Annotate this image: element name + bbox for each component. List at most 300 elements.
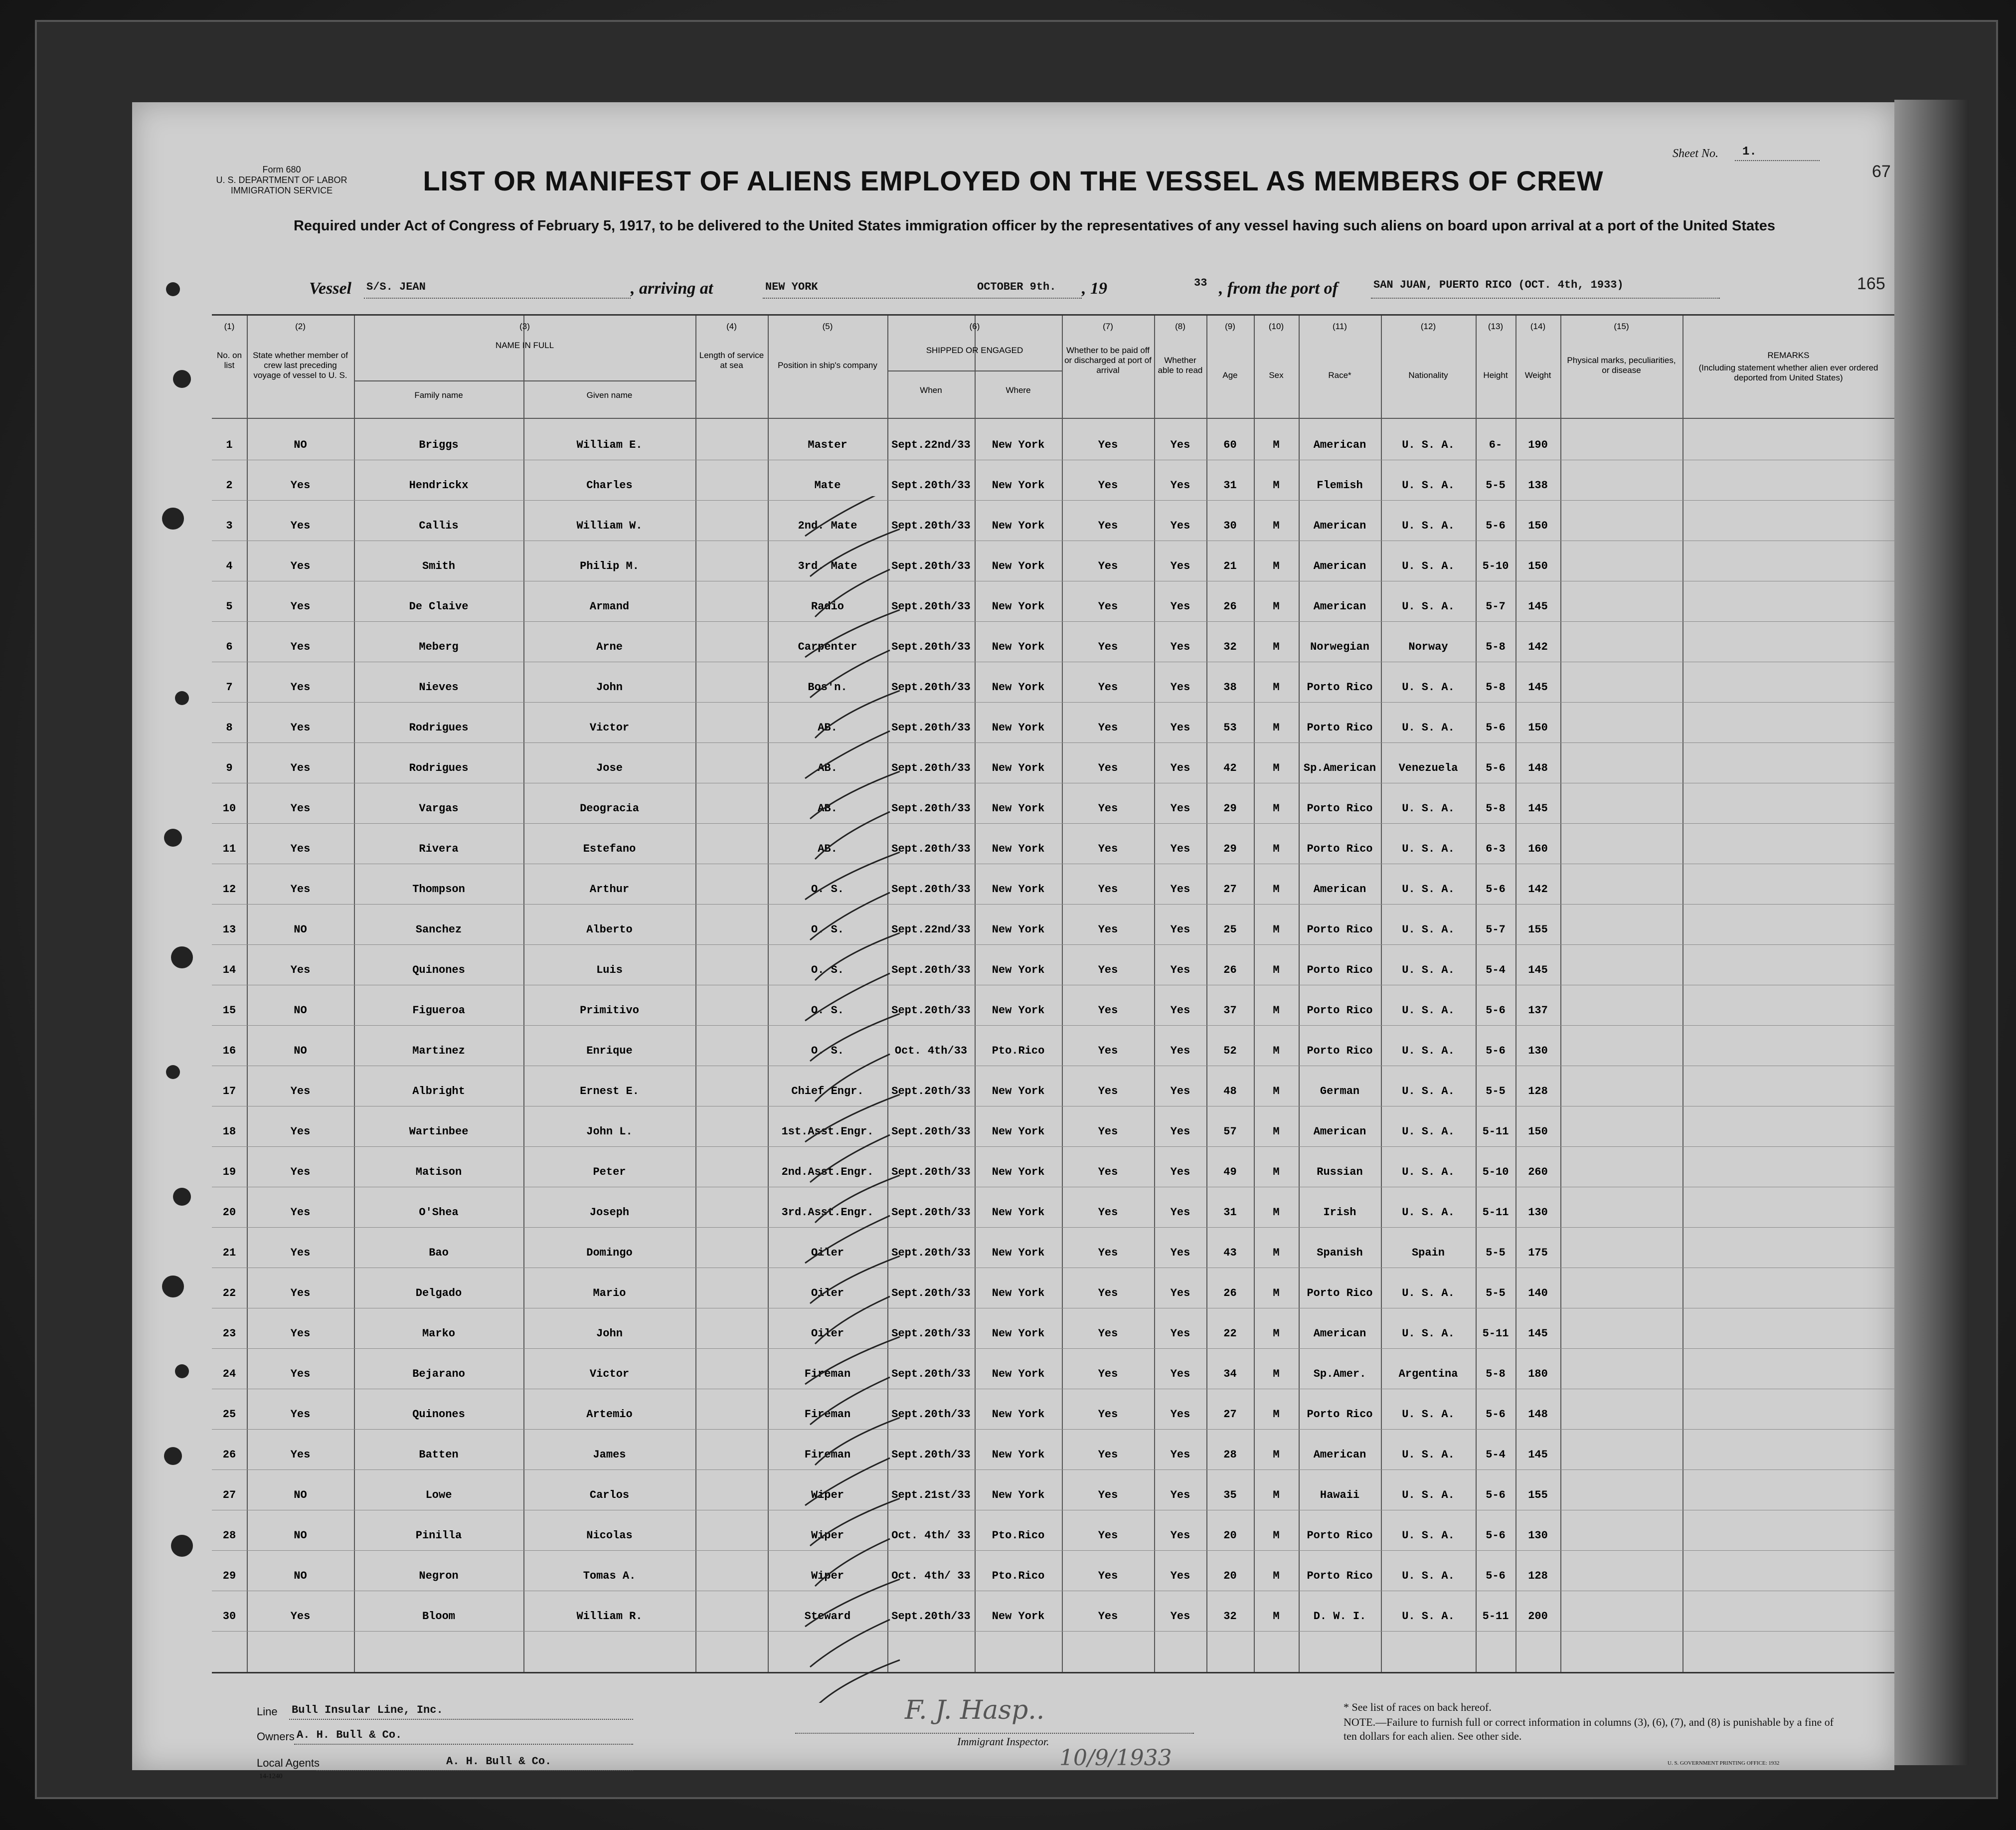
column-divider [1560,316,1561,1672]
cell-read: Yes [1170,560,1190,572]
cell-where: Pto.Rico [992,1045,1045,1057]
cell-paid: Yes [1098,1247,1118,1259]
pen-stroke [805,852,900,900]
cell-where: New York [992,1206,1045,1219]
line-value: Bull Insular Line, Inc. [292,1704,443,1716]
cell-family: De Claive [409,600,469,613]
cell-when: Sept.20th/33 [891,722,971,734]
cell-given: Victor [589,1368,630,1380]
cell-position: Oiler [811,1287,844,1299]
cell-race: D. W. I. [1313,1610,1366,1623]
service-name: IMMIGRATION SERVICE [230,185,333,195]
cell-position: AB. [818,762,838,774]
cell-height: 6- [1489,439,1503,451]
cell-read: Yes [1170,681,1190,694]
owners-underline [294,1744,633,1745]
cell-weight: 150 [1528,722,1548,734]
cell-given: Armand [589,600,630,613]
cell-read: Yes [1170,641,1190,653]
row-divider [212,702,1894,703]
cell-age: 29 [1223,802,1237,815]
cell-prev: Yes [290,1247,311,1259]
cell-given: Arne [596,641,623,653]
cell-nat: U. S. A. [1402,964,1455,976]
cell-weight: 200 [1528,1610,1548,1623]
page-edge-stack [1894,100,1969,1765]
pen-stroke [815,1418,900,1465]
cell-weight: 138 [1528,479,1548,492]
column-divider [1381,316,1382,1672]
pen-strokes [805,496,900,1703]
cell-prev: Yes [290,1408,311,1421]
cell-nat: U. S. A. [1402,439,1455,451]
row-divider [212,944,1894,945]
column-number: (14) [1530,322,1546,331]
cell-paid: Yes [1098,520,1118,532]
cell-where: New York [992,923,1045,936]
cell-family: Bloom [422,1610,455,1623]
cell-sex: M [1273,439,1280,451]
cell-race: American [1313,1125,1366,1138]
cell-age: 35 [1223,1489,1237,1501]
cell-no: 27 [222,1489,236,1501]
column-divider [354,316,355,1672]
column-divider [1254,316,1255,1672]
cell-nat: U. S. A. [1402,1449,1455,1461]
cell-age: 26 [1223,1287,1237,1299]
cell-age: 26 [1223,964,1237,976]
cell-family: Pinilla [415,1529,462,1542]
cell-family: Hendrickx [409,479,469,492]
cell-read: Yes [1170,1247,1190,1259]
cell-race: Porto Rico [1307,964,1373,976]
cell-age: 60 [1223,439,1237,451]
cell-weight: 260 [1528,1166,1548,1178]
cell-family: Figueroa [412,1004,465,1017]
header-bottom-line [212,418,1894,419]
cell-height: 5-6 [1486,722,1506,734]
cell-weight: 140 [1528,1287,1548,1299]
cell-when: Sept.20th/33 [891,479,971,492]
sheet-number-line [1735,160,1820,161]
ink-blot [171,946,193,968]
cell-sex: M [1273,762,1280,774]
cell-race: Porto Rico [1307,1045,1373,1057]
header-sex: Sex [1269,370,1284,380]
cell-sex: M [1273,722,1280,734]
pen-stroke [810,893,890,940]
cell-prev: Yes [290,722,311,734]
cell-height: 5-11 [1482,1125,1509,1138]
cell-race: Porto Rico [1307,802,1373,815]
cell-nat: U. S. A. [1402,1610,1455,1623]
cell-sex: M [1273,843,1280,855]
departure-port: SAN JUAN, PUERTO RICO (OCT. 4th, 1933) [1373,279,1624,291]
cell-read: Yes [1170,439,1190,451]
cell-family: Vargas [419,802,459,815]
pen-stroke [810,1620,890,1667]
row-divider [212,823,1894,824]
cell-age: 52 [1223,1045,1237,1057]
pen-stroke [815,1539,890,1586]
cell-position: AB. [818,843,838,855]
cell-age: 27 [1223,883,1237,896]
cell-given: John [596,1327,623,1340]
cell-read: Yes [1170,1610,1190,1623]
cell-where: New York [992,560,1045,572]
cell-race: Porto Rico [1307,1570,1373,1582]
cell-nat: U. S. A. [1402,1166,1455,1178]
cell-where: New York [992,1247,1045,1259]
cell-family: Thompson [412,883,465,896]
cell-position: Master [808,439,847,451]
cell-read: Yes [1170,964,1190,976]
cell-nat: U. S. A. [1402,1206,1455,1219]
cell-height: 5-11 [1482,1610,1509,1623]
column-divider [975,316,976,1672]
cell-paid: Yes [1098,883,1118,896]
cell-where: New York [992,1368,1045,1380]
arriving-label: , arriving at [631,279,713,298]
cell-nat: Spain [1411,1247,1445,1259]
cell-when: Sept.20th/33 [891,762,971,774]
cell-nat: U. S. A. [1402,843,1455,855]
ink-blot [173,1188,191,1206]
ink-blot [164,829,182,847]
cell-no: 22 [222,1287,236,1299]
arrival-year: 33 [1194,277,1207,289]
header-shipped: SHIPPED OR ENGAGED [926,346,1023,355]
cell-position: Fireman [804,1368,851,1380]
cell-paid: Yes [1098,1368,1118,1380]
cell-sex: M [1273,1408,1280,1421]
pen-stroke [805,610,900,657]
cell-paid: Yes [1098,802,1118,815]
cell-when: Oct. 4th/33 [894,1045,968,1057]
cell-where: New York [992,1489,1045,1501]
cell-position: Wiper [811,1570,844,1582]
cell-sex: M [1273,923,1280,936]
cell-family: Bejarano [412,1368,465,1380]
column-divider [1062,316,1063,1672]
cell-family: Quinones [412,964,465,976]
cell-when: Sept.20th/33 [891,1125,971,1138]
cell-read: Yes [1170,479,1190,492]
page-title: LIST OR MANIFEST OF ALIENS EMPLOYED ON THE VESSEL AS MEMBERS OF CREW [423,165,1604,196]
cell-family: Batten [419,1449,459,1461]
cell-age: 29 [1223,843,1237,855]
cell-race: Sp.American [1303,762,1376,774]
cell-weight: 145 [1528,681,1548,694]
cell-position: AB. [818,802,838,815]
column-divider [1154,316,1155,1672]
cell-position: AB. [818,722,838,734]
cell-family: O'Shea [419,1206,459,1219]
cell-paid: Yes [1098,1166,1118,1178]
pen-stroke [805,1095,900,1142]
cell-paid: Yes [1098,964,1118,976]
cell-race: Hawaii [1320,1489,1360,1501]
cell-no: 5 [226,600,233,613]
cell-given: William W. [576,520,643,532]
cell-when: Sept.20th/33 [891,1166,971,1178]
cell-position: Oiler [811,1247,844,1259]
cell-prev: Yes [290,843,311,855]
cell-height: 5-8 [1486,802,1506,815]
cell-position: Chief Engr. [791,1085,864,1098]
column-number: (13) [1488,322,1504,331]
cell-height: 5-11 [1482,1206,1509,1219]
row-divider [212,1146,1894,1147]
cell-sex: M [1273,600,1280,613]
signature-date: 10/9/1933 [1059,1745,1172,1771]
cell-given: Victor [589,722,630,734]
cell-prev: NO [294,1489,307,1501]
edge-stamp [150,249,204,1626]
cell-position: 2nd.Asst.Engr. [781,1166,874,1178]
column-number: (2) [295,322,306,331]
cell-when: Sept.20th/33 [891,1610,971,1623]
cell-nat: U. S. A. [1402,802,1455,815]
cell-where: New York [992,883,1045,896]
cell-weight: 148 [1528,1408,1548,1421]
pen-stroke [805,1458,890,1505]
cell-no: 23 [222,1327,236,1340]
cell-weight: 142 [1528,641,1548,653]
cell-race: American [1313,1449,1366,1461]
cell-where: New York [992,520,1045,532]
cell-given: William R. [576,1610,643,1623]
cell-no: 9 [226,762,233,774]
cell-prev: Yes [290,1368,311,1380]
cell-race: Porto Rico [1307,681,1373,694]
cell-height: 5-7 [1486,600,1506,613]
cell-sex: M [1273,560,1280,572]
pen-stroke [810,1135,890,1182]
cell-paid: Yes [1098,722,1118,734]
cell-height: 5-8 [1486,681,1506,694]
cell-weight: 150 [1528,560,1548,572]
pen-stroke [810,1377,890,1425]
cell-prev: Yes [290,802,311,815]
cell-height: 5-6 [1486,520,1506,532]
cell-no: 28 [222,1529,236,1542]
pen-stroke [815,812,890,859]
cell-weight: 142 [1528,883,1548,896]
cell-no: 17 [222,1085,236,1098]
cell-no: 26 [222,1449,236,1461]
cell-weight: 128 [1528,1570,1548,1582]
cell-prev: Yes [290,762,311,774]
cell-position: Mate [814,479,841,492]
header-physical: Physical marks, peculiarities, or disease [1567,356,1676,375]
cell-family: Marko [422,1327,455,1340]
form-number: Form 680 [262,165,301,175]
row-divider [212,904,1894,905]
cell-read: Yes [1170,923,1190,936]
cell-prev: Yes [290,1206,311,1219]
ink-blot [173,370,191,388]
cell-race: Porto Rico [1307,1408,1373,1421]
column-number: (11) [1333,322,1347,331]
cell-race: Porto Rico [1307,1287,1373,1299]
cell-when: Sept.20th/33 [891,520,971,532]
cell-read: Yes [1170,1449,1190,1461]
cell-given: Peter [593,1166,626,1178]
cell-height: 5-6 [1486,1489,1506,1501]
row-divider [212,1025,1894,1026]
cell-nat: U. S. A. [1402,722,1455,734]
cell-nat: U. S. A. [1402,600,1455,613]
cell-family: Briggs [419,439,459,451]
cell-paid: Yes [1098,762,1118,774]
header-race: Race* [1328,370,1351,380]
cell-race: American [1313,439,1366,451]
cell-age: 31 [1223,1206,1237,1219]
cell-when: Sept.20th/33 [891,641,971,653]
row-divider [212,621,1894,622]
cell-read: Yes [1170,1368,1190,1380]
cell-height: 5-5 [1486,1085,1506,1098]
line-label: Line [257,1705,278,1718]
cell-age: 25 [1223,923,1237,936]
cell-family: Sanchez [415,923,462,936]
cell-when: Sept.20th/33 [891,1368,971,1380]
row-divider [212,1227,1894,1228]
cell-paid: Yes [1098,1408,1118,1421]
cell-paid: Yes [1098,439,1118,451]
cell-race: Porto Rico [1307,923,1373,936]
pen-stroke [810,771,900,819]
cell-position: Fireman [804,1449,851,1461]
cell-height: 6-3 [1486,843,1506,855]
cell-paid: Yes [1098,1085,1118,1098]
year-prefix: , 19 [1082,279,1107,298]
cell-where: New York [992,681,1045,694]
row-divider [212,1469,1894,1470]
pen-stroke [815,1175,900,1223]
cell-paid: Yes [1098,600,1118,613]
ink-blot [162,508,184,530]
cell-weight: 130 [1528,1045,1548,1057]
cell-nat: U. S. A. [1402,1125,1455,1138]
cell-height: 5-6 [1486,1408,1506,1421]
cell-position: O. S. [811,923,844,936]
cell-when: Sept.20th/33 [891,843,971,855]
cell-no: 25 [222,1408,236,1421]
cell-prev: NO [294,1045,307,1057]
cell-height: 5-5 [1486,1247,1506,1259]
cell-age: 38 [1223,681,1237,694]
column-number: (9) [1225,322,1235,331]
cell-height: 5-10 [1482,560,1509,572]
column-number: (4) [726,322,737,331]
cell-where: New York [992,439,1045,451]
column-number: (5) [822,322,833,331]
pen-stroke [810,1256,900,1303]
cell-no: 2 [226,479,233,492]
cell-prev: Yes [290,1085,311,1098]
cell-no: 13 [222,923,236,936]
cell-no: 7 [226,681,233,694]
column-divider [1206,316,1207,1672]
ink-blot [162,1276,184,1297]
cell-race: Porto Rico [1307,843,1373,855]
cell-where: New York [992,1287,1045,1299]
cell-position: Bos'n. [808,681,847,694]
cell-family: Meberg [419,641,459,653]
cell-sex: M [1273,681,1280,694]
cell-nat: U. S. A. [1402,1408,1455,1421]
cell-read: Yes [1170,600,1190,613]
cell-sex: M [1273,1247,1280,1259]
department-name: U. S. DEPARTMENT OF LABOR [216,175,347,185]
cell-height: 5-6 [1486,1570,1506,1582]
cell-when: Sept.20th/33 [891,1206,971,1219]
cell-paid: Yes [1098,1327,1118,1340]
column-divider [1515,316,1516,1672]
cell-age: 49 [1223,1166,1237,1178]
cell-prev: Yes [290,479,311,492]
column-number: (15) [1614,322,1629,331]
cell-when: Oct. 4th/ 33 [891,1529,971,1542]
arrival-line [763,298,1082,299]
cell-age: 27 [1223,1408,1237,1421]
cell-where: Pto.Rico [992,1529,1045,1542]
row-divider [212,1429,1894,1430]
cell-position: 3rd. Mate [798,560,857,572]
cell-given: Artemio [586,1408,633,1421]
cell-prev: Yes [290,1287,311,1299]
cell-race: Russian [1317,1166,1363,1178]
cell-age: 32 [1223,641,1237,653]
cell-paid: Yes [1098,1610,1118,1623]
pen-stroke [815,569,890,617]
pen-stroke [810,1014,900,1061]
header-weight: Weight [1524,370,1551,380]
cell-height: 5-6 [1486,883,1506,896]
cell-where: New York [992,1085,1045,1098]
cell-no: 10 [222,802,236,815]
cell-where: New York [992,1408,1045,1421]
cell-position: 1st.Asst.Engr. [781,1125,874,1138]
cell-sex: M [1273,1287,1280,1299]
cell-family: Albright [412,1085,465,1098]
cell-race: American [1313,600,1366,613]
cell-paid: Yes [1098,923,1118,936]
cell-height: 5-6 [1486,1529,1506,1542]
cell-read: Yes [1170,1125,1190,1138]
row-divider [212,1631,1894,1632]
cell-weight: 150 [1528,520,1548,532]
column-divider [1682,316,1683,1672]
cell-when: Sept.21st/33 [891,1489,971,1501]
cell-weight: 148 [1528,762,1548,774]
cell-given: Joseph [589,1206,630,1219]
cell-nat: U. S. A. [1402,520,1455,532]
cell-given: Mario [593,1287,626,1299]
cell-sex: M [1273,520,1280,532]
cell-paid: Yes [1098,1529,1118,1542]
cell-height: 5-4 [1486,964,1506,976]
page-subtitle: Required under Act of Congress of February 5, 1917, to be delivered to the United States immigration officer by the representatives of any vessel having such aliens on board upon arrival at a port of the United States [293,218,1776,234]
cell-prev: Yes [290,520,311,532]
cell-where: New York [992,641,1045,653]
cell-prev: Yes [290,681,311,694]
cell-where: New York [992,1166,1045,1178]
from-label: , from the port of [1219,279,1338,298]
row-divider [212,1348,1894,1349]
